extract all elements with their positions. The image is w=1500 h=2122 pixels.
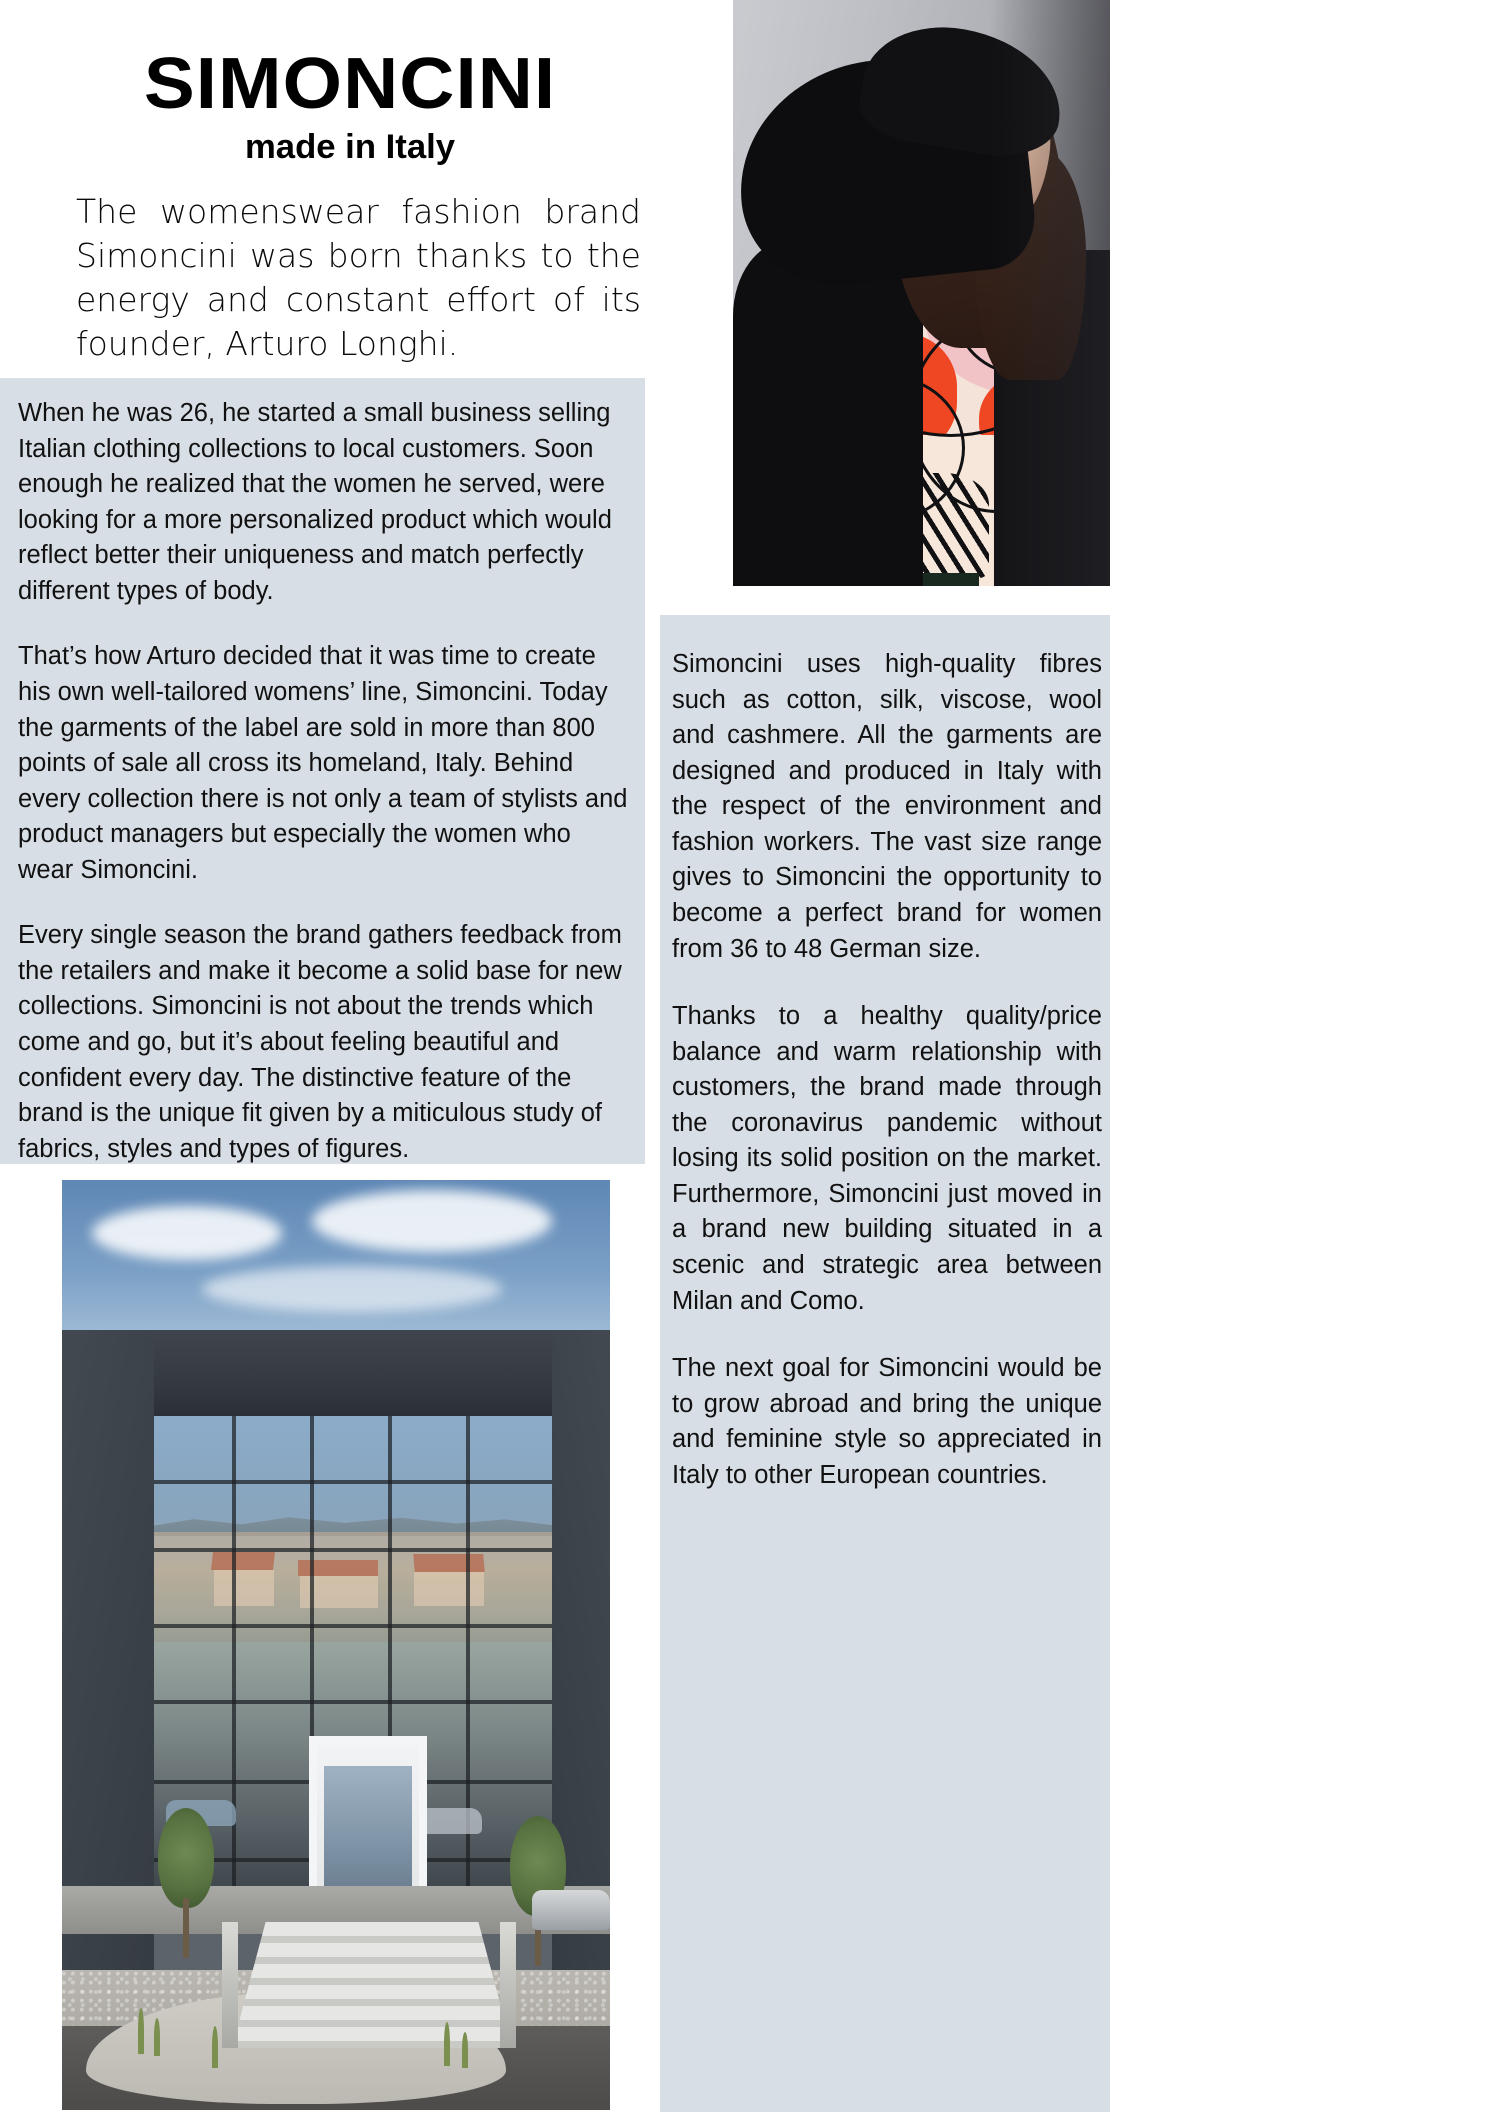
tree-trunk [183, 1898, 189, 1958]
left-panel-body [18, 396, 628, 1167]
left-paragraph-1: When he was 26, he started a small business selling Italian clothing collections to local customers. Soon enough he realized that the women he served, were looking for a more personalized product which would reflect better their uniqueness and match perfectly different types of body. [18, 399, 612, 605]
tree-left [158, 1808, 214, 1958]
right-panel-body [672, 647, 1102, 1525]
right-text-panel [660, 615, 1110, 2112]
reflected-wall-1 [214, 1570, 274, 1606]
mullion-h-2 [154, 1548, 552, 1552]
mullion-h-4 [154, 1700, 552, 1704]
grass-tuft-5 [462, 2032, 468, 2068]
mullion-h-3 [154, 1624, 552, 1628]
left-paragraph-3: Every single season the brand gathers feedback from the retailers and make it become a solid base for new collections. Simoncini is not about the trends which come and go, but it’s about feeling beautiful and confident every day. The distinctive feature of the brand is the unique fit given by a miticulous study of fabrics, styles and types of figures. [18, 921, 622, 1163]
left-text-panel [0, 378, 645, 1164]
photo-shadow [990, 0, 1110, 586]
model-photo [733, 0, 1110, 586]
page-title: SIMONCINI [143, 44, 557, 124]
grass-tuft-4 [444, 2022, 450, 2066]
mullion-h-1 [154, 1480, 552, 1484]
cloud-2 [312, 1190, 552, 1252]
left-paragraph-2: That’s how Arturo decided that it was time to create his own well-tailored womens’ line, Simoncini. Today the garments of the label are sold in more than 800 points of sale all cross its homeland, Italy. Behind every collection there is not only a team of stylists and product managers but especially the women who wear Simoncini. [18, 642, 628, 884]
right-paragraph-1: Simoncini uses high-quality fibres such as cotton, silk, viscose, wool and cashmere. All the garments are designed and produced in Italy with the respect of the environment and fashion workers. The vast size range gives to Simoncini the opportunity to become a perfect brand for women from 36 to 48 German size. [672, 650, 1102, 963]
reflected-wall-3 [414, 1572, 484, 1606]
building-photo [62, 1180, 610, 2110]
grass-tuft-1 [138, 2008, 144, 2054]
cloud-3 [202, 1266, 502, 1312]
model-left-sleeve [733, 240, 923, 586]
parked-car [532, 1890, 610, 1930]
right-paragraph-2: Thanks to a healthy quality/price balance and warm relationship with customers, the brand made through the coronavirus pandemic without losing its solid position on the market. Furthermore, Simoncini just moved in a brand new building situated in a scenic and strategic area between Milan and Como. [672, 1002, 1102, 1315]
reflected-roof-3 [413, 1554, 485, 1572]
step-railing-left [222, 1922, 238, 2048]
intro-paragraph: The womenswear fashion brand Simoncini was born thanks to the energy and constant effort of its founder, Arturo Longhi. [76, 192, 641, 363]
reflected-roof-1 [211, 1552, 275, 1570]
cloud-1 [92, 1206, 282, 1260]
grass-tuft-2 [154, 2018, 160, 2056]
entrance-steps [232, 1922, 512, 2048]
grass-tuft-3 [212, 2026, 218, 2068]
right-paragraph-3: The next goal for Simoncini would be to grow abroad and bring the unique and feminine style so appreciated in Italy to other European countries. [672, 1354, 1102, 1489]
brand-tagline: made in Italy [244, 128, 456, 166]
tree-crown [158, 1808, 214, 1908]
